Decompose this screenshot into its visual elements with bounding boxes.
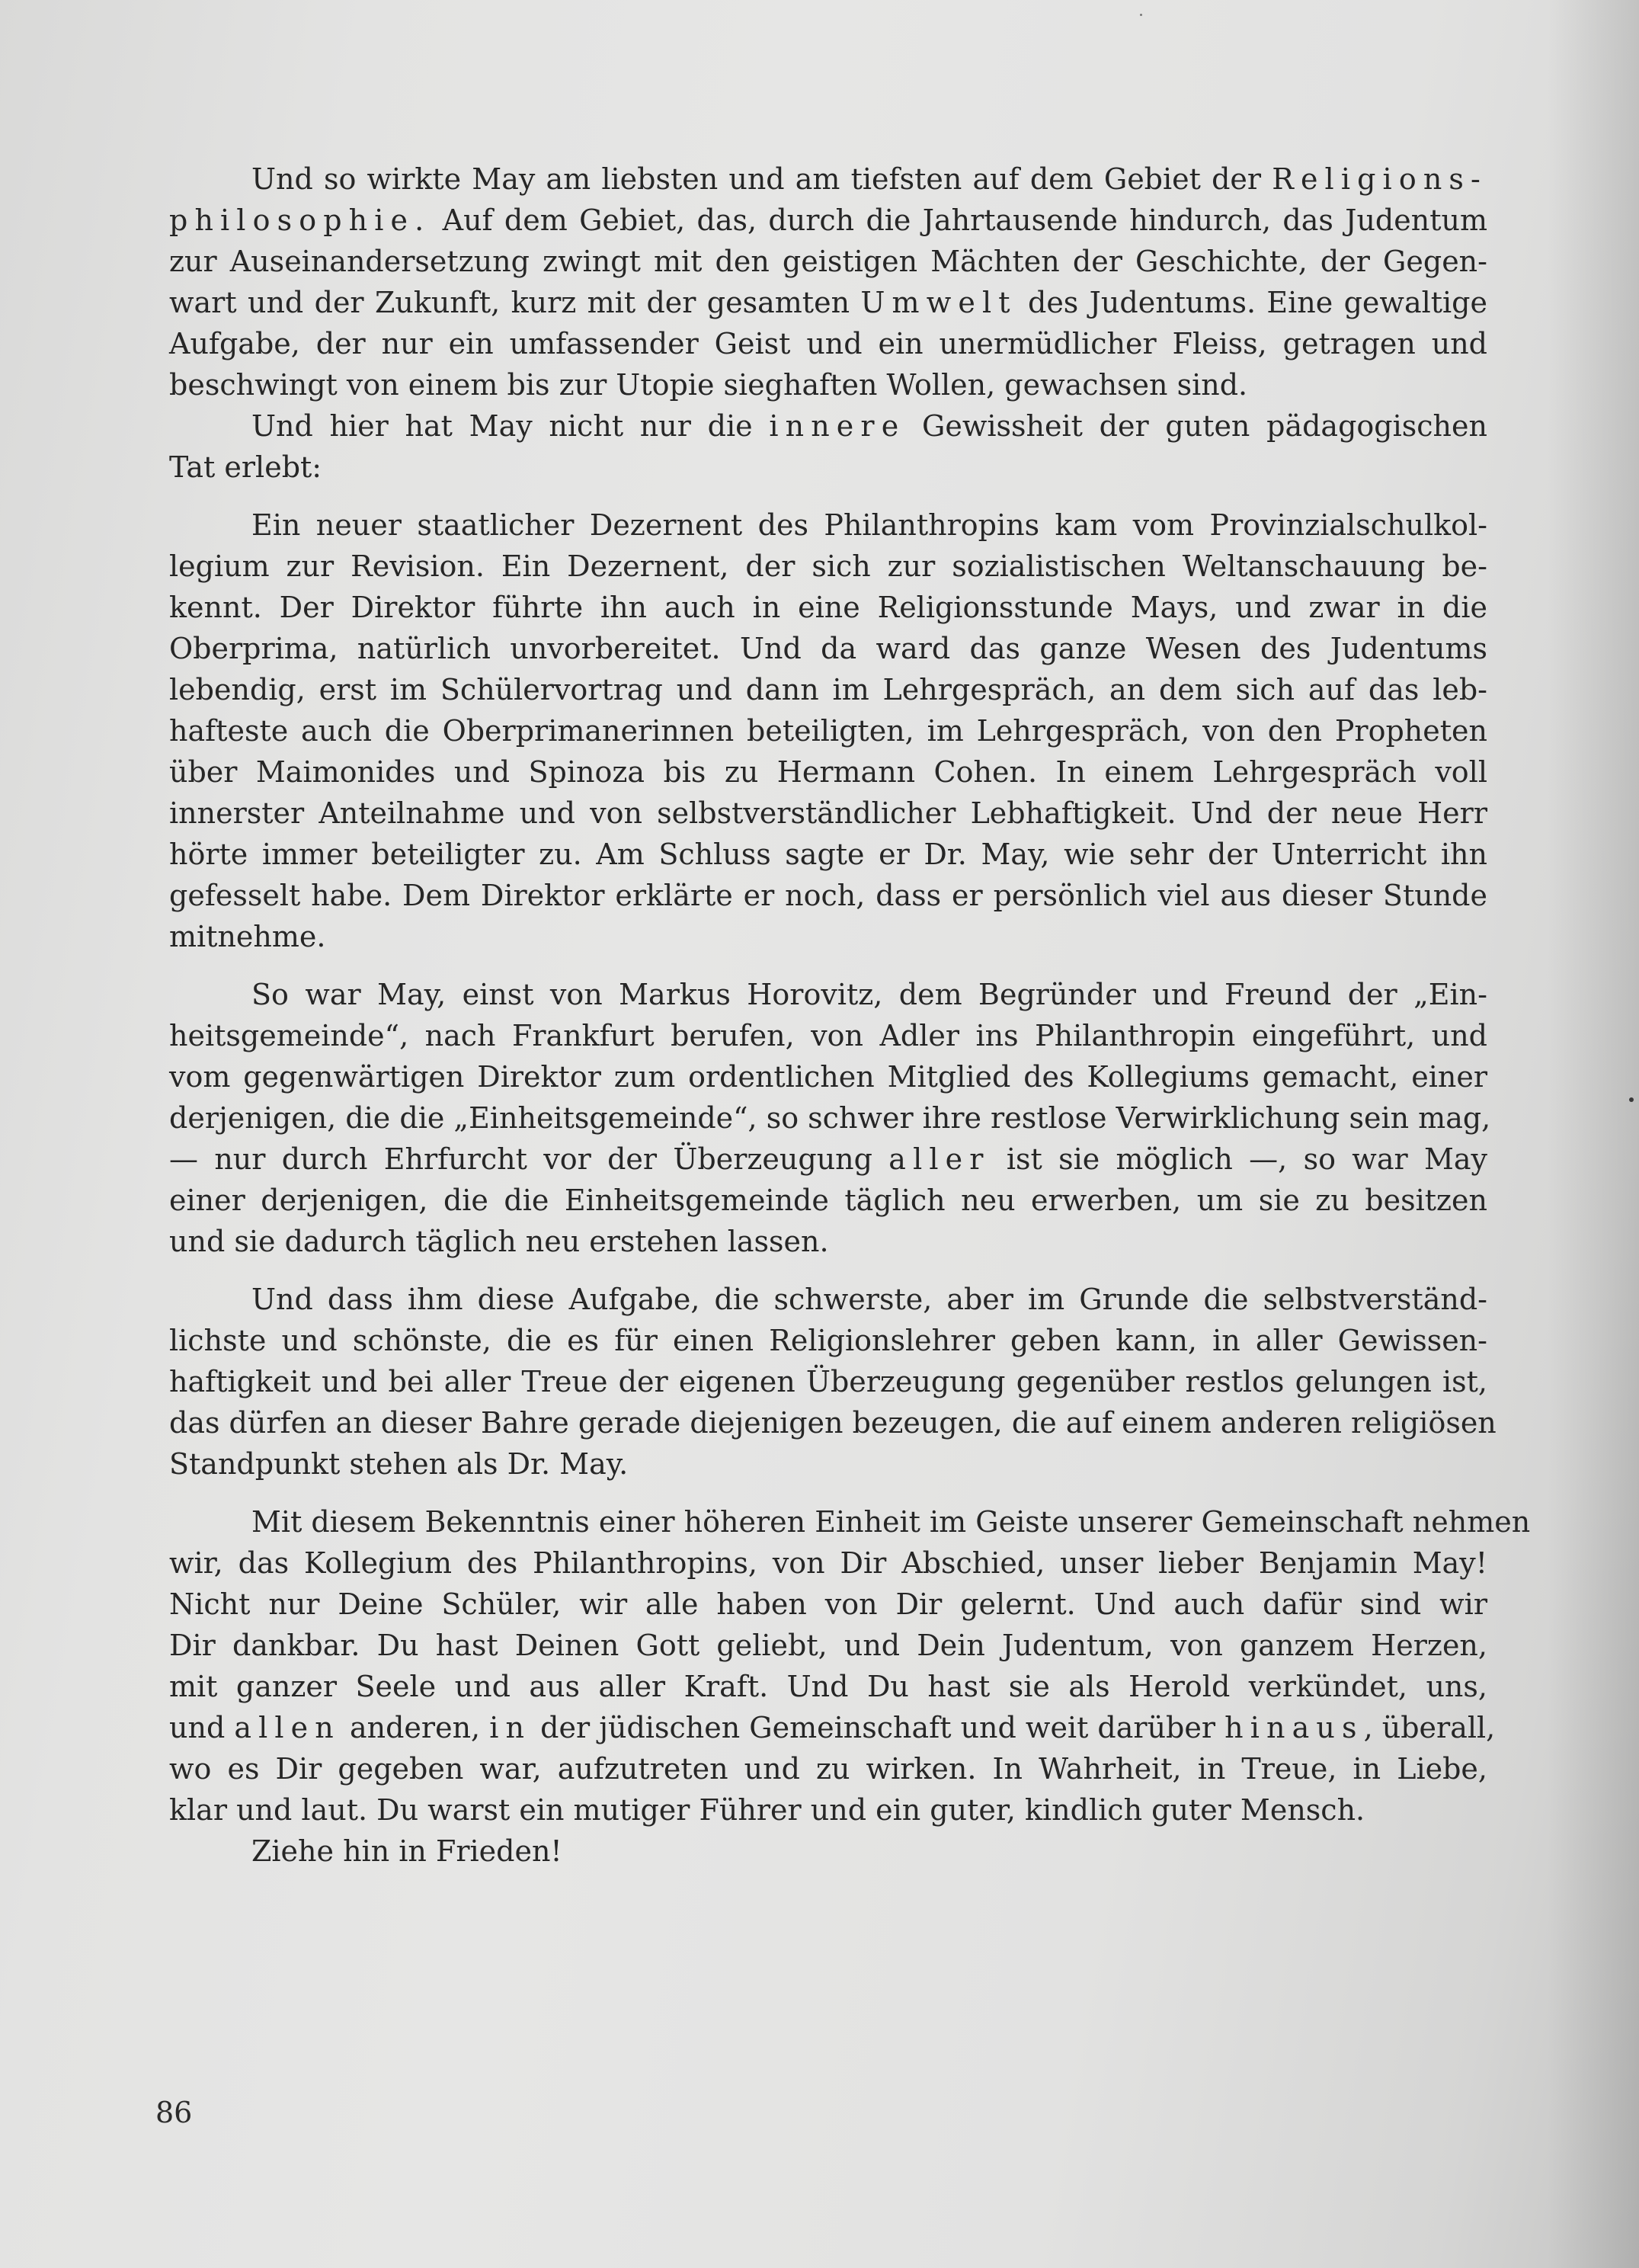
text-run: zur Auseinandersetzung zwingt mit den geistigen Mächten der Geschichte, der Gegen-	[169, 245, 1487, 278]
text-line	[169, 241, 1487, 282]
text-line	[169, 875, 1487, 916]
text-line	[169, 405, 1487, 447]
text-run: Aufgabe, der nur ein umfassender Geist und ein unermüdlicher Fleiss, getragen und	[169, 327, 1487, 360]
paragraph	[169, 159, 1487, 405]
text-run: Ziehe hin in Frieden!	[251, 1834, 562, 1868]
text-run: der jüdischen Gemeinschaft und weit darüber	[531, 1711, 1225, 1744]
text-run: über Maimonides und Spinoza bis zu Hermann Cohen. In einem Lehrgespräch voll	[169, 755, 1487, 789]
text-run: hafteste auch die Oberprimanerinnen beteiligten, im Lehrgespräch, von den Propheten	[169, 714, 1487, 748]
text-run: , überall,	[1363, 1711, 1496, 1744]
text-line	[169, 505, 1487, 546]
text-line	[169, 1361, 1487, 1402]
text-line	[169, 628, 1487, 669]
text-run: — nur durch Ehrfurcht vor der Überzeugung	[169, 1142, 889, 1176]
text-run: lebendig, erst im Schülervortrag und dann im Lehrgespräch, an dem sich auf das leb-	[169, 673, 1487, 706]
text-run: Und hier hat May nicht nur die	[251, 409, 770, 443]
text-run: Nicht nur Deine Schüler, wir alle haben von Dir gelernt. Und auch dafür sind wir	[169, 1587, 1487, 1621]
text-line	[169, 587, 1487, 628]
text-run: und	[169, 1711, 235, 1744]
text-run: lichste und schönste, die es für einen Religionslehrer geben kann, in aller Gewissen-	[169, 1324, 1487, 1357]
text-run: wir, das Kollegium des Philanthropins, von Dir Abschied, unser lieber Benjamin May!	[169, 1546, 1487, 1580]
text-line	[169, 1584, 1487, 1625]
text-line	[169, 916, 1487, 957]
text-run: Tat erlebt:	[169, 450, 322, 484]
text-line	[169, 834, 1487, 875]
text-run: beschwingt von einem bis zur Utopie sieghaften Wollen, gewachsen sind.	[169, 368, 1248, 402]
text-run: Standpunkt stehen als Dr. May.	[169, 1447, 629, 1481]
text-run: Gewissheit der guten pädagogischen	[905, 409, 1487, 443]
text-line	[169, 1789, 1487, 1831]
text-line	[169, 974, 1487, 1015]
text-run: Dir dankbar. Du hast Deinen Gott geliebt, und Dein Judentum, von ganzem Herzen,	[169, 1629, 1487, 1662]
text-line	[169, 793, 1487, 834]
spaced-emphasis: Religions-	[1272, 162, 1487, 196]
text-run: derjenigen, die die „Einheitsgemeinde“, so schwer ihre restlose Verwirklichung sein mag,	[169, 1101, 1491, 1135]
text-run: heitsgemeinde“, nach Frankfurt berufen, von Adler ins Philanthropin eingeführt, und	[169, 1019, 1487, 1052]
text-run: kennt. Der Direktor führte ihn auch in eine Religionsstunde Mays, und zwar in die	[169, 591, 1487, 624]
text-line	[169, 1279, 1487, 1320]
text-run: innerster Anteilnahme und von selbstverständlicher Lebhaftigkeit. Und der neue Herr	[169, 796, 1487, 830]
text-line	[169, 1015, 1487, 1056]
ink-speck	[1140, 14, 1142, 16]
spaced-emphasis: allen	[234, 1711, 341, 1744]
text-line	[169, 1180, 1487, 1221]
text-run: Und so wirkte May am liebsten und am tiefsten auf dem Gebiet der	[251, 162, 1272, 196]
text-line	[169, 1221, 1487, 1262]
page-number: 86	[155, 2096, 193, 2129]
text-line	[169, 710, 1487, 751]
spaced-emphasis: Umwelt	[860, 286, 1017, 319]
text-line	[169, 1501, 1531, 1542]
spaced-emphasis: hinaus	[1224, 1711, 1364, 1744]
text-line	[169, 1402, 1497, 1443]
spaced-emphasis: innere	[769, 409, 906, 443]
text-run: hörte immer beteiligter zu. Am Schluss sagte er Dr. May, wie sehr der Unterricht ihn	[169, 838, 1487, 871]
text-line	[169, 546, 1487, 587]
text-run: das dürfen an dieser Bahre gerade diejenigen bezeugen, die auf einem anderen religiösen	[169, 1406, 1497, 1440]
text-line	[169, 1139, 1487, 1180]
text-line	[169, 1831, 1487, 1872]
text-line	[169, 1542, 1487, 1584]
text-run: vom gegenwärtigen Direktor zum ordentlichen Mitglied des Kollegiums gemacht, einer	[169, 1060, 1487, 1094]
text-run: und sie dadurch täglich neu erstehen lassen.	[169, 1225, 829, 1258]
text-line	[169, 1707, 1496, 1748]
text-run: haftigkeit und bei aller Treue der eigenen Überzeugung gegenüber restlos gelungen ist,	[169, 1365, 1487, 1398]
text-run: Und dass ihm diese Aufgabe, die schwerste, aber im Grunde die selbstverständ-	[251, 1283, 1487, 1316]
paragraph	[169, 1279, 1497, 1485]
text-run: Ein neuer staatlicher Dezernent des Philanthropins kam vom Provinzialschulkol-	[251, 508, 1487, 542]
text-line	[169, 1056, 1487, 1097]
text-line	[169, 200, 1487, 241]
text-run: mit ganzer Seele und aus aller Kraft. Und Du hast sie als Herold verkündet, uns,	[169, 1670, 1487, 1703]
text-line	[169, 1666, 1487, 1707]
spaced-emphasis: in	[489, 1711, 532, 1744]
paragraph	[169, 405, 1487, 488]
text-line	[169, 159, 1487, 200]
paragraph	[169, 1501, 1531, 1831]
text-run: klar und laut. Du warst ein mutiger Führer und ein guter, kindlich guter Mensch.	[169, 1793, 1365, 1827]
text-line	[169, 1443, 1487, 1485]
text-line	[169, 1097, 1491, 1139]
body-text	[169, 159, 1531, 1872]
text-line	[169, 751, 1487, 793]
text-line	[169, 669, 1487, 710]
spaced-emphasis: aller	[888, 1142, 991, 1176]
text-run: wart und der Zukunft, kurz mit der gesamten	[169, 286, 861, 319]
text-run: einer derjenigen, die die Einheitsgemeinde täglich neu erwerben, um sie zu besitzen	[169, 1184, 1487, 1217]
text-run: mitnehme.	[169, 920, 326, 953]
ink-speck	[1629, 1097, 1634, 1102]
text-line	[169, 1625, 1487, 1666]
paragraph	[169, 974, 1491, 1262]
paragraph	[169, 505, 1487, 957]
spaced-emphasis: philosophie.	[169, 203, 431, 237]
text-line	[169, 1320, 1487, 1361]
text-run: So war May, einst von Markus Horovitz, dem Begründer und Freund der „Ein-	[251, 978, 1487, 1011]
text-line	[169, 447, 1487, 488]
text-run: legium zur Revision. Ein Dezernent, der sich zur sozialistischen Weltanschauung be-	[169, 549, 1487, 583]
paragraph	[169, 1831, 1487, 1872]
text-line	[169, 1748, 1487, 1789]
text-run: gefesselt habe. Dem Direktor erklärte er noch, dass er persönlich viel aus dieser Stunde	[169, 879, 1487, 912]
text-line	[169, 364, 1487, 405]
text-run: Mit diesem Bekenntnis einer höheren Einheit im Geiste unserer Gemeinschaft nehmen	[251, 1505, 1531, 1539]
text-run: des Judentums. Eine gewaltige	[1016, 286, 1487, 319]
text-run: ist sie möglich —, so war May	[990, 1142, 1487, 1176]
text-run: anderen,	[340, 1711, 490, 1744]
text-run: Auf dem Gebiet, das, durch die Jahrtausende hindurch, das Judentum	[431, 203, 1487, 237]
text-line	[169, 323, 1487, 364]
text-run: wo es Dir gegeben war, aufzutreten und zu wirken. In Wahrheit, in Treue, in Liebe,	[169, 1752, 1487, 1786]
text-line	[169, 282, 1487, 323]
text-run: Oberprima, natürlich unvorbereitet. Und da ward das ganze Wesen des Judentums	[169, 632, 1487, 665]
